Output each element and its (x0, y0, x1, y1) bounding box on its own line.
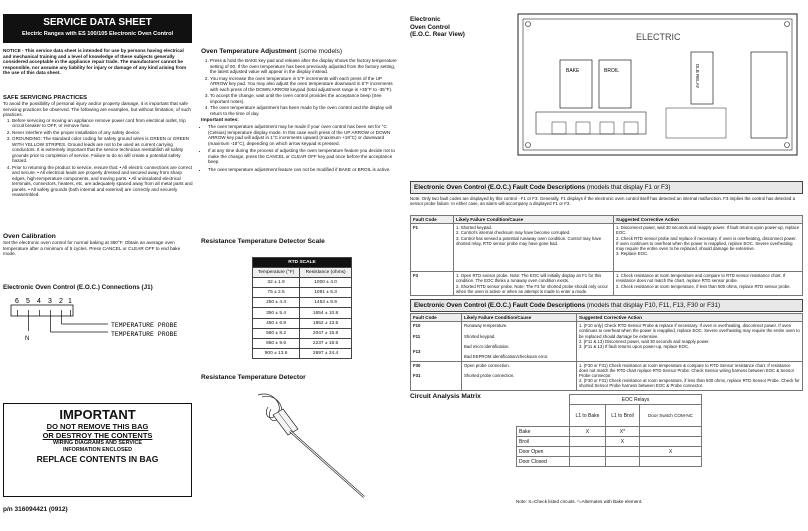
table-row (411, 322, 803, 361)
fault-action-cell: 1. (F10 only) Check RTD Sensor Probe & replace if necessary. If oven is overheating, disconnect power. If oven continues to overheat when the power is reapplied, replace EOC. Severe overheating may require the entire oven to be replaced should damage be extensive. 2. (F11 & 13) Disconnect power, wait 30 seconds and reapply power. 3. (F11 & 13) If fault returns upon power-up, replace EOC. (577, 322, 803, 361)
pin-label: 4 (37, 298, 41, 305)
fault-cause-cell: Runaway temperature. Shorted keypad. Bad micro identification. Bad EEPROM identification/checksum error. (462, 322, 577, 361)
matrix-cell (640, 427, 702, 437)
safe-servicing-section (3, 95, 193, 199)
mount-hole (526, 143, 531, 148)
important-line: WIRING DIAGRAMS AND SERVICE (53, 440, 142, 446)
adjust-step: 4. The oven temperature adjustment has been made by the oven control and the display will return to the time of day. (210, 105, 399, 116)
matrix-cell: X* (605, 427, 639, 437)
circuit-area (666, 108, 726, 138)
pin-label: 5 (26, 298, 30, 305)
col-header: Fault Code (411, 314, 462, 322)
rtd-ohm-cell: 1091 ± 5.3 (300, 288, 352, 298)
table-row (411, 361, 803, 390)
rtd-ohm-cell: 1654 ± 10.8 (300, 308, 352, 318)
rtd-probe-illustration (238, 385, 378, 507)
rtd-ohm-cell: 2697 ± 24.4 (300, 348, 352, 358)
matrix-group-header: EOC Relays (570, 395, 702, 405)
matrix-corner (517, 405, 570, 427)
j1-connector-body (11, 305, 73, 316)
table-row (253, 308, 352, 318)
mount-hole (785, 143, 790, 148)
rtd-scale-title: Resistance Temperature Detector Scale (201, 238, 325, 245)
safe-item: 2. Never interfere with the proper installation of any safety device. (12, 130, 193, 136)
matrix-cell (640, 457, 702, 467)
pin-label: 3 (48, 298, 52, 305)
table-row (253, 318, 352, 328)
important-line: DO NOT REMOVE THIS BAG (46, 422, 149, 431)
neutral-label: N (25, 336, 30, 342)
codes1-header (410, 181, 803, 194)
notice-block (3, 48, 193, 76)
note-item: • The oven temperature adjustment feature can not be modified if BAKE or BROIL is active. (208, 167, 399, 173)
rtd-table-caption: RTD SCALE (253, 258, 352, 268)
safe-item: 4. Prior to returning the product to service, ensure that: • All electric connections are correct and secure. • All electrical leads are properly dressed and secured away from sharp edges, high-temperature components, and moving parts. • All uninsulated electrical terminals, connectors, heaters, etc. are adequately spaced away from all metal parts and panels. • All safety grounds (both internal and external) are correctly and securely reassembled. (12, 165, 193, 198)
matrix-row-label: Door Closed (517, 457, 570, 467)
fault-code-cell: F1 (411, 224, 454, 272)
matrix-row-label: Bake (517, 427, 570, 437)
rtd-ohm-cell: 2237 ± 18.5 (300, 338, 352, 348)
matrix-row-label: Broil (517, 437, 570, 447)
terminal (624, 122, 638, 134)
col-header: Suggested Corrective Action (614, 216, 803, 224)
rtd-col-header: Resistance (ohms) (300, 268, 352, 278)
rtd-temp-cell: 350 ± 5.4 (253, 308, 300, 318)
table-row (253, 288, 352, 298)
adjust-title-text: Oven Temperature Adjustment (201, 48, 297, 55)
connections-title: Electronic Oven Control (E.O.C.) Connections (J1) (3, 284, 153, 291)
terminal (552, 122, 566, 134)
calibration-section (3, 233, 193, 257)
matrix-cell (570, 437, 606, 447)
codes1-title: Electronic Oven Control (E.O.C.) Fault Code Descriptions (414, 184, 586, 191)
circuit-matrix-table (516, 394, 702, 467)
notes-title: Important notes: (201, 118, 239, 123)
matrix-cell: X (605, 437, 639, 447)
adjust-title-note: (some models) (298, 48, 343, 55)
fault-action-cell: 1. Disconnect power, wait 30 seconds and reapply power. If fault returns upon power-up, replace EOC. 2. Check RTD sensor probe and replace if necessary. If oven is overheating, disconnect power. If oven continues to overheat when the power is reapplied, replace EOC. Severe overheating may require the entire oven to be replaced, should damage be extensive. 3. Replace EOC. (614, 224, 803, 272)
rear-view-title (410, 16, 465, 39)
rtd-temp-cell: 450 ± 6.9 (253, 318, 300, 328)
fault-code-cell: F30 F31 (411, 361, 462, 390)
matrix-cell (570, 447, 606, 457)
matrix-cell (605, 457, 639, 467)
probe-label: TEMPERATURE PROBE (111, 322, 178, 329)
eoc-rear-view-diagram (516, 12, 801, 160)
matrix-col-header: L1 to Broil (605, 405, 639, 427)
matrix-corner (517, 395, 570, 405)
part-number: p/n 316094421 (0912) (3, 506, 68, 513)
board-label: ELECTRIC (636, 32, 681, 42)
table-row (253, 348, 352, 358)
probe-label: TEMPERATURE PROBE (111, 331, 178, 338)
sheet-subtitle: Electric Ranges with ES 100/105 Electronic Oven Control (21, 31, 174, 37)
safe-item: 3. GROUNDING: The standard color coding for safety ground wires is GREEN or GREEN WITH YELLOW STRIPES. Ground leads are not to be used as current carrying conductors. It is extremely important that the service technician reestablish all safety grounds prior to completion of service. Failure to do so will create a potential safety hazard. (12, 136, 193, 164)
codes1-note: Note: Only two fault codes are displayed by this control - F1 or F3. Generally, F1 displays if the electronic oven control itself has detected an internal malfunction. F3 implies the control has detected a sensor probe failure. In either case, an alarm will accompany a displayed F1 or F3. (410, 196, 796, 207)
fault-action-cell: 1. (F30 or F31) Check resistance at room temperature & compare to RTD Sensor resistance chart. If resistance does not match the RTD chart replace RTD Sensor Probe. Check Sensor wiring harness between EOC & Sensor Probe connector. 2. (F30 or F31) Check resistance at room temperature, if less than 500 ohms, replace RTD Sensor Probe. Check for shorted Sensor Probe harness between EOC & Probe connector. (577, 361, 803, 390)
adjust-step: 2. You may increase the oven temperature in 5°F increments with each press of the UP ARROW key pad. You may also adjust the oven temperature downward in 5°F increments with each press of the DOWN ARROW keypad (total adjustment range is +35°F to -35°F). (210, 76, 399, 93)
important-line: REPLACE CONTENTS IN BAG (36, 454, 159, 464)
sheet-header (3, 14, 192, 43)
j1-connector (751, 52, 787, 138)
terminal (576, 122, 590, 134)
table-row (253, 338, 352, 348)
rear-view-title-line: Electronic (410, 16, 441, 23)
table-row (411, 224, 803, 272)
matrix-title: Circuit Analysis Matrix (410, 393, 481, 400)
adjust-step-list (201, 58, 399, 116)
note-item: • If at any time during the process of adjusting the oven temperature feature you decide not to make the change, press the CANCEL or CLEAR OFF key pad once before the acceptance beep. (208, 148, 399, 165)
rtd-temp-cell: 32 ± 1.9 (253, 278, 300, 288)
safe-intro: To avoid the possibility of personal injury and/or property damage, it is important that safe servicing practices be observed. The following are examples, but without limitation, of such practices. (3, 101, 192, 118)
col-header: Likely Failure Condition/Cause (454, 216, 614, 224)
rtd-ohm-cell: 1453 ± 8.9 (300, 298, 352, 308)
mount-hole (785, 22, 790, 27)
matrix-cell: X (640, 447, 702, 457)
relay-dlb-label: DLB RELAY (695, 64, 700, 89)
terminal (600, 122, 614, 134)
matrix-cell (640, 437, 702, 447)
relay-broil-label: BROIL (604, 68, 620, 74)
rtd-temp-cell: 550 ± 8.2 (253, 328, 300, 338)
fault-cause-cell: Open probe connection. Shorted probe connection. (462, 361, 577, 390)
rtd-temp-cell: 75 ± 2.5 (253, 288, 300, 298)
terminal-strip (536, 112, 646, 134)
probe-tube-highlight (290, 431, 364, 497)
matrix-row-label: Door Open (517, 447, 570, 457)
table-row (253, 328, 352, 338)
codes2-header (410, 299, 803, 312)
fault-cause-cell: 1. Open RTD sensor probe. Note: The EOC will initially display an F1 for this condition. The EOC thinks a runaway oven condition exists. 2. Shorted RTD sensor probe. Note: The F3 for shorted probe should only occur when the oven is active or when an attempt is made to enter a mode. (454, 272, 614, 296)
rtd-col-header: Temperature (°F) (253, 268, 300, 278)
fault-code-cell: F3 (411, 272, 454, 296)
safe-title: SAFE SERVICING PRACTICES (3, 95, 87, 101)
rtd-temp-cell: 900 ± 13.6 (253, 348, 300, 358)
mount-hole (526, 22, 531, 27)
important-line: INFORMATION ENCLOSED (62, 446, 133, 453)
table-row (517, 437, 702, 447)
important-title: IMPORTANT (59, 407, 136, 422)
table-row (253, 278, 352, 288)
safe-list (3, 118, 193, 198)
fault-code-cell: F10 F11 F13 (411, 322, 462, 361)
j1-connector-diagram (3, 296, 195, 346)
col-header: Fault Code (411, 216, 454, 224)
relay-dlb (691, 52, 713, 104)
notice-text: - This service data sheet is intended for use by persons having electrical and mechanical training and a level of knowledge of these subjects generally considered acceptable in the appliance repair trade. The manufacturer cannot be responsible, nor assume any liability for injury or damage of any kind arising from the use of this data sheet. (3, 48, 187, 76)
notice-label: NOTICE (3, 48, 21, 53)
codes2-title-note: (models that display F10, F11, F13, F30 or F31) (586, 302, 721, 309)
pin-label: 6 (15, 298, 19, 305)
matrix-col-header: L1 to Bake (570, 405, 606, 427)
safe-item: 1. Before servicing or moving an appliance remove power cord from electrical outlet, trip circuit breaker to OFF, or remove fuse. (12, 118, 193, 129)
notes-list (201, 124, 399, 172)
table-row (517, 447, 702, 457)
rtd-temp-cell: 650 ± 9.6 (253, 338, 300, 348)
matrix-col-header: Door Switch COM-NC (640, 405, 702, 427)
rear-view-title-line: Oven Control (410, 23, 450, 31)
col-header: Suggested Corrective Action (577, 314, 803, 322)
matrix-cell: X (570, 427, 606, 437)
codes2-table (410, 313, 803, 391)
rtd-temp-cell: 250 ± 4.4 (253, 298, 300, 308)
rtd-ohm-cell: 2047 ± 15.8 (300, 328, 352, 338)
table-row (411, 272, 803, 296)
rtd-scale-table (252, 257, 352, 359)
rtd-detector-title: Resistance Temperature Detector (201, 374, 306, 381)
calibration-title: Oven Calibration (3, 233, 56, 240)
note-item: • The oven temperature adjustment may be made if your oven control has been set for °C (Celsius) temperature display mode. In this case each press of the UP ARROW or DOWN ARROW key pad will adjust in 1°C increments upward (maximum +18°C) or downward (maximum -18°C), depending on which arrow keypad is pressed. (208, 124, 399, 146)
col-header: Likely Failure Condition/Cause (462, 314, 577, 322)
matrix-cell (605, 447, 639, 457)
pin-label: 2 (59, 298, 63, 305)
pin-label: 1 (68, 298, 72, 305)
matrix-note: Note: X=Check listed circuits. *=Alternates with Bake element. (516, 499, 643, 504)
adjust-step: 3. To accept the change, wait until the oven control provides the acceptance beep (See important notes). (210, 93, 399, 104)
adjust-steps (201, 58, 399, 174)
matrix-cell (570, 457, 606, 467)
adjust-step: 1. Press & hold the BAKE key pad and release after the display shows the factory temperature setting of 00. If the oven temperature has been previously adjusted from the factory setting, the latest adjusted value will appear in the display instead. (210, 58, 399, 75)
rtd-ohm-cell: 1852 ± 13.5 (300, 318, 352, 328)
relay-bake-label: BAKE (566, 68, 580, 74)
table-row (517, 457, 702, 467)
fault-action-cell: 1. Check resistance at room temperature and compare to RTD sensor resistance chart. If resistance does not match the chart, replace RTD sensor probe. 2. Check resistance at room temperature, if less than 500 ohms, replace RTD sensor probe. (614, 272, 803, 296)
table-row (253, 298, 352, 308)
adjust-title (201, 48, 401, 55)
codes1-table (410, 215, 803, 296)
important-line: OR DESTROY THE CONTENTS (42, 431, 153, 440)
rear-view-title-line: (E.O.C. Rear View) (410, 31, 465, 38)
fault-cause-cell: 1. Shorted keypad. 2. Control's internal checksum may have become corrupted. 3. Control has sensed a potential runaway oven condition. Control may have shorted relay, RTD sensor probe may have gone bad. (454, 224, 614, 272)
calibration-text: Set the electronic oven control for normal baking at 350°F. Obtain an average oven temperature after a minimum of 5 cycles. Press CANCEL or CLEAR OFF to end bake mode. (3, 240, 181, 257)
table-row (517, 427, 702, 437)
important-box (3, 403, 192, 497)
sheet-title: SERVICE DATA SHEET (43, 17, 152, 28)
codes1-title-note: (models that display F1 or F3) (586, 184, 671, 191)
codes2-title: Electronic Oven Control (E.O.C.) Fault Code Descriptions (414, 302, 586, 309)
rtd-ohm-cell: 1000 ± 4.0 (300, 278, 352, 288)
